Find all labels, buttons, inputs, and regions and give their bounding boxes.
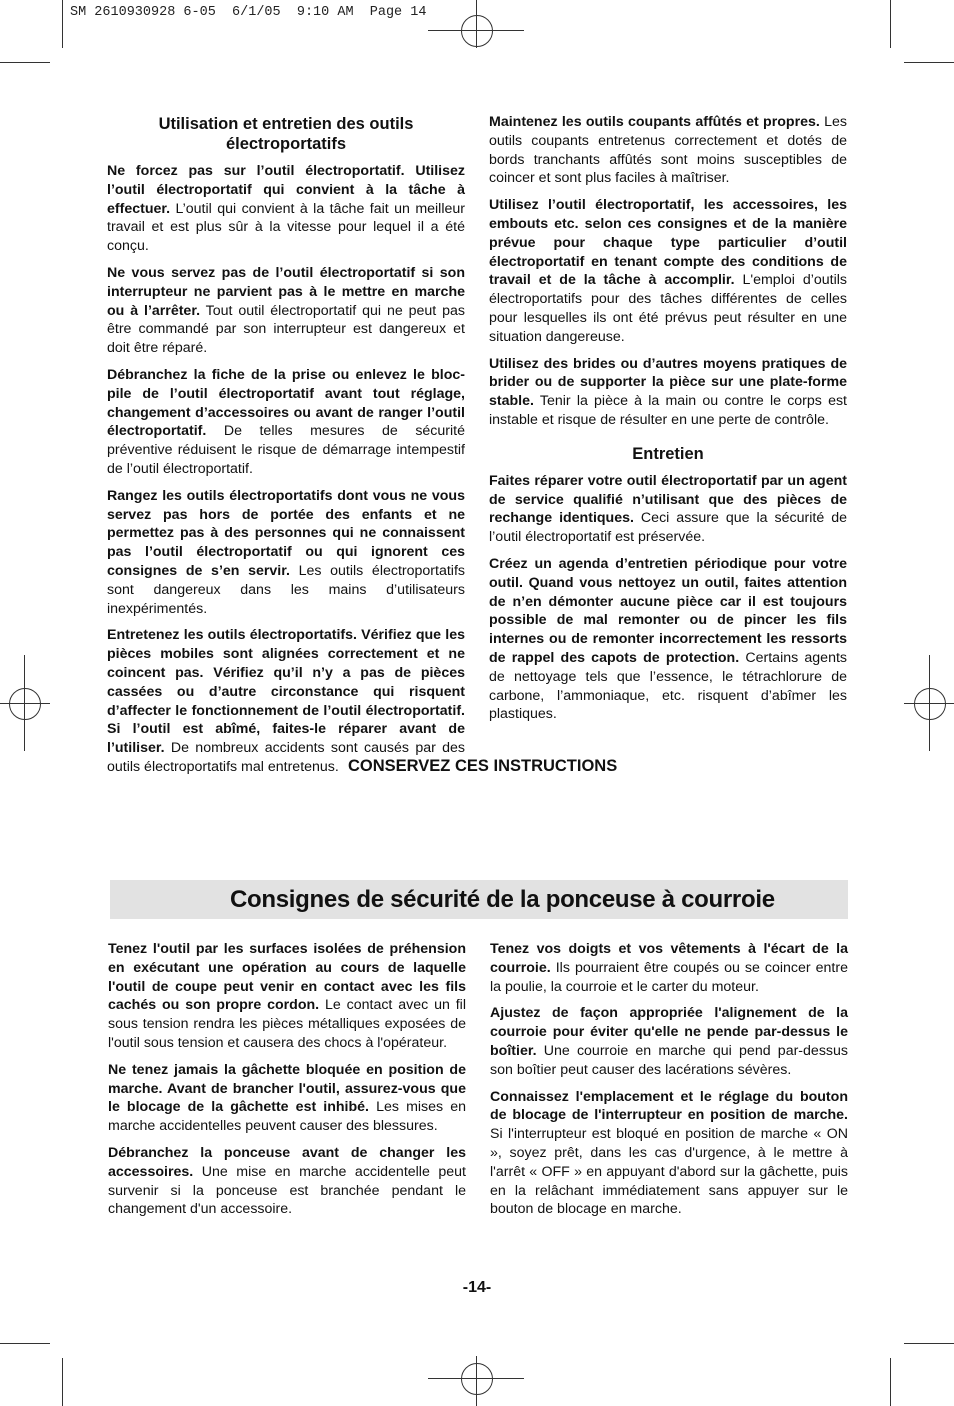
paragraph: Entretenez les outils électroportatifs. Vérifiez que les pièces mobiles sont alignées correctement et ne coincent pas. Vérifiez qu’il n’y a pas de pièces cassées ou d’autre circonstance qui risquent d’affecter le fonctionnement de l’outil électroportatif. Si l’outil est abîmé, faites-le réparer avant de l’utiliser. De nombreux accidents sont causés par des outils électroportatifs mal entretenus. (107, 627, 465, 775)
paragraph: Ajustez de façon appropriée l'alignement de la courroie pour éviter qu'elle ne pende par-dessus le boîtier. Une courroie en marche qui pend par-dessus son boîtier peut causer des lacérations sévères. (490, 1005, 848, 1078)
paragraph: Débranchez la fiche de la prise ou enlevez le bloc-pile de l’outil électroportatif avant tout réglage, changement d’accessoires ou avant de ranger l’outil électroportatif. De telles mesures de sécurité préventive réduisent le risque de démarrage intempestif de l’outil électroportatif. (107, 366, 465, 477)
column-bottom-right (490, 940, 848, 1227)
section-heading-utilisation: Utilisation et entretien des outils électroportatifs (158, 115, 414, 153)
paragraph: Débranchez la ponceuse avant de changer les accessoires. Une mise en marche accidentelle peut survenir si la ponceuse est branchée pendant le changement d'un accessoire. (108, 1144, 466, 1218)
page-number: -14- (462, 1279, 492, 1296)
section-heading-entretien: Entretien (632, 444, 704, 463)
paragraph: Créez un agenda d’entretien périodique pour votre outil. Quand vous nettoyez un outil, faites attention de n’en démonter aucune pièce car il est toujours possible de mal remonter ou de pincer les fils internes ou de remonter incorrectement les ressorts de rappel des capots de protection. Certains agents de nettoyage tels que l’essence, le tétrachlorure de carbone, l’ammoniaque, etc. risquent d’abîmer les plastiques. (489, 555, 847, 723)
banner-title: Consignes de sécurité de la ponceuse à courroie (230, 886, 775, 913)
paragraph: Maintenez les outils coupants affûtés et propres. Les outils coupants entretenus correctement et dotés de bords tranchants affûtés sont moins susceptibles de coincer et sont plus faciles à maîtriser. (489, 114, 847, 187)
conserve-instructions: CONSERVEZ CES INSTRUCTIONS (348, 757, 618, 775)
paragraph: Utilisez l’outil électroportatif, les accessoires, les embouts etc. selon ces consignes et de la manière prévue pour chaque type particulier d’outil électroportatif en tenant compte des conditions de travail et de la tâche à accomplir. L'emploi d’outils électroportatifs pour des tâches différentes de celles pour lesquelles ils ont été prévus peut résulter en une situation dangereuse. (489, 197, 847, 345)
section-banner (110, 880, 848, 919)
paragraph: Ne tenez jamais la gâchette bloquée en position de marche. Avant de brancher l'outil, assurez-vous que le blocage de la gâchette est inhibé. Les mises en marche accidentelles peuvent causer des blessures. (108, 1061, 467, 1135)
column-top-left (107, 114, 465, 785)
paragraph: Ne vous servez pas de l’outil électroportatif si son interrupteur ne parvient pas à le mettre en marche ou à l’arrêter. Tout outil électroportatif qui ne peut pas être commandé par son interrupteur est dangereux et doit être réparé. (107, 264, 465, 357)
paragraph: Faites réparer votre outil électroportatif par un agent de service qualifié n’utilisant que des pièces de rechange identiques. Ceci assure que la sécurité de l’outil électroportatif est préservée. (489, 472, 847, 546)
print-slug: SM 2610930928 6-05 6/1/05 9:10 AM Page 14 (70, 5, 427, 20)
paragraph: Connaissez l'emplacement et le réglage du bouton de blocage de l'interrupteur en position de marche. Si l'interrupteur est bloqué en position de marche « ON », soyez prêt, dans les cas d'urgence, à le mettre à l'arrêt « OFF » en appuyant d'abord sur la gâchette, puis en la relâchant immédiatement sans appuyer sur le bouton de blocage en marche. (490, 1088, 848, 1218)
column-bottom-left (108, 940, 466, 1227)
paragraph: Tenez vos doigts et vos vêtements à l'écart de la courroie. Ils pourraient être coupés ou se coincer entre la poulie, la courroie et le carter du moteur. (490, 941, 848, 995)
paragraph: Tenez l'outil par les surfaces isolées de préhension en exécutant une opération au cours de laquelle l'outil de coupe peut venir en contact avec les fils cachés ou son propre cordon. Le contact avec un fil sous tension rendra les pièces métalliques exposées de l'outil sous tension et causera des chocs à l'opérateur. (108, 941, 466, 1051)
paragraph: Utilisez des brides ou d’autres moyens pratiques de brider ou de supporter la pièce sur une plate-forme stable. Tenir la pièce à la main ou contre le corps est instable et risque de résulter en une perte de contrôle. (489, 355, 847, 428)
paragraph: Rangez les outils électroportatifs dont vous ne vous servez pas hors de portée des enfants et ne permettez pas à des personnes qui ne connaissent pas l’outil électroportatif ou qui ignorent ces consignes de s’en servir. Les outils électroportatifs sont dangereux dans les mains d’utilisateurs inexpérimentés. (107, 487, 465, 617)
paragraph: Ne forcez pas sur l’outil électroportatif. Utilisez l’outil électroportatif qui convient à la tâche à effectuer. L’outil qui convient à la tâche fait un meilleur travail et est plus sûr à la vitesse pour lequel il a été conçu. (107, 163, 465, 255)
column-top-right (489, 113, 847, 732)
